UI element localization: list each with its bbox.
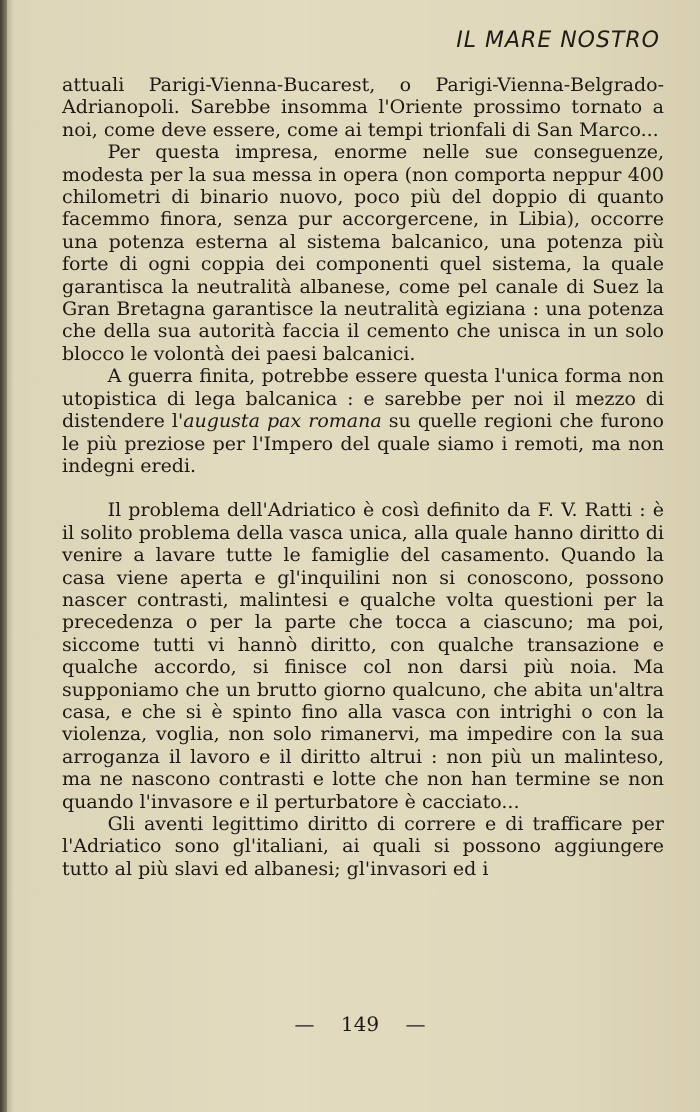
page-number: 149 [340,1012,380,1036]
page-number-footer [0,1012,700,1036]
latin-phrase: augusta pax romana [183,410,382,433]
folio-dash-left: — [294,1012,315,1036]
paragraph-1: attuali Parigi-Vienna-Bucarest, o Parigi-Vienna-Belgrado-Adrianopoli. Sarebbe insomma l'Oriente prossimo tornato a noi, come deve essere, come ai tempi trionfali di San Marco... [62,74,664,141]
paragraph-3-part-1: A guerra finita, potrebbe essere questa l'unica forma non utopistica di lega balcanica : e sarebbe per noi il mezzo di distendere l' [62,365,664,433]
paragraph-3 [62,365,664,477]
page-gutter-shadow [0,0,7,1112]
running-head: IL MARE NOSTRO [456,28,660,53]
paragraph-5: Gli aventi legittimo diritto di correre e di trafficare per l'Adriatico sono gl'italiani, ai quali si possono aggiungere tutto al più slavi ed albanesi; gl'invasori ed i [62,813,664,880]
paragraph-3-part-2: su quelle regioni che furono le più preziose per l'Impero del quale siamo i remoti, ma non indegni eredi. [62,410,664,477]
folio-dash-right: — [405,1012,426,1036]
body-text [62,74,664,880]
paragraph-2: Per questa impresa, enorme nelle sue conseguenze, modesta per la sua messa in opera (non comporta neppur 400 chilometri di binario nuovo, poco più del doppio di quanto facemmo finora, senza pur accorgercene, in Libia), occorre una potenza esterna al sistema balcanico, una potenza più forte di ogni coppia dei componenti quel sistema, la quale garantisca la neutralità albanese, come pel canale di Suez la Gran Bretagna garantisce la neutralità egiziana : una potenza che della sua autorità faccia il cemento che unisca in un solo blocco le volontà dei paesi balcanici. [62,141,664,365]
paragraph-4: Il problema dell'Adriatico è così definito da F. V. Ratti : è il solito problema della vasca unica, alla quale hanno diritto di venire a lavare tutte le famiglie del casamento. Quando la casa viene aperta e gl'inquilini non si conoscono, possono nascer contrasti, malintesi e qualche volta questioni per la precedenza o per la parte che tocca a ciascuno; ma poi, siccome tutti vi hannò diritto, con qualche transazione e qualche accordo, si finisce col non darsi più noia. Ma supponiamo che un brutto giorno qualcuno, che abita un'altra casa, e che si è spinto fino alla vasca con intrighi o con la violenza, voglia, non solo rimanervi, ma impedire con la sua arroganza il lavoro e il diritto altrui : non più un malinteso, ma ne nascono contrasti e lotte che non han termine se non quando l'invasore e il perturbatore è cacciato... [62,499,664,813]
